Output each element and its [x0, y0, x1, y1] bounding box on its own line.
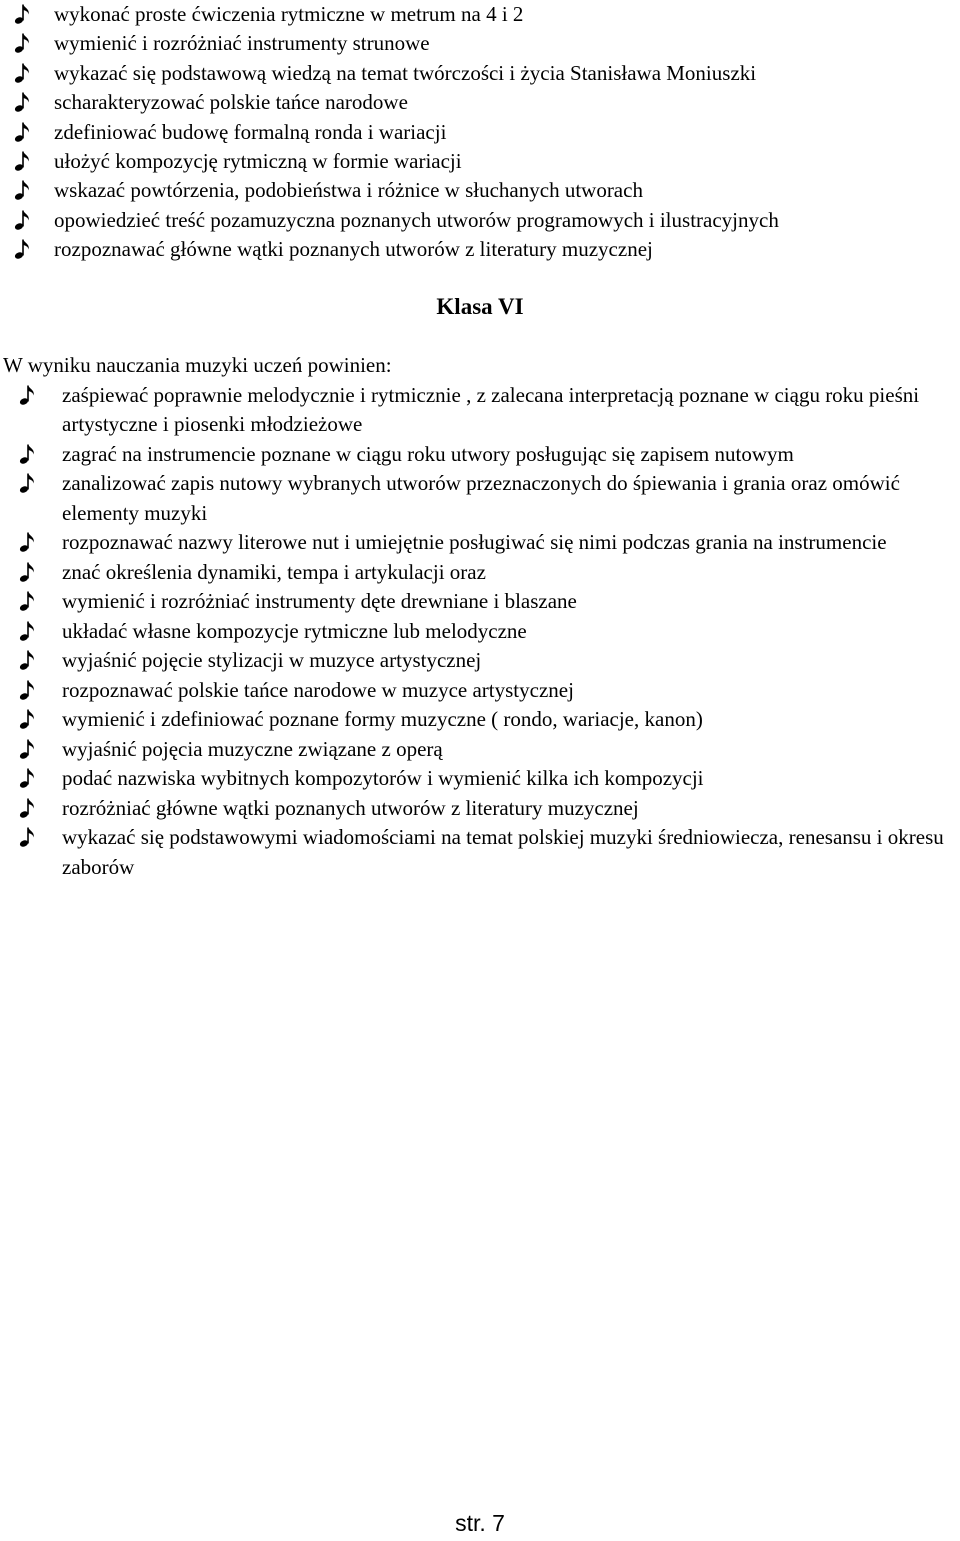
eighth-note-icon	[19, 649, 37, 671]
list-item-text: rozpoznawać główne wątki poznanych utworów z literatury muzycznej	[54, 237, 653, 262]
objective-item	[0, 705, 960, 735]
objective-item	[0, 823, 960, 882]
eighth-note-icon	[14, 150, 32, 172]
intro-text: W wyniku nauczania muzyki uczeń powinien:	[3, 353, 392, 377]
list-item-text: wyjaśnić pojęcie stylizacji w muzyce artystycznej	[62, 648, 482, 672]
eighth-note-icon	[14, 62, 32, 84]
objective-item	[0, 676, 960, 706]
objective-item	[0, 29, 960, 58]
eighth-note-icon	[19, 531, 37, 553]
objective-item	[0, 794, 960, 824]
list-item-text: układać własne kompozycje rytmiczne lub melodyczne	[62, 618, 527, 643]
objective-item	[0, 764, 960, 794]
list-item-text: opowiedzieć treść pozamuzyczna poznanych utworów programowych i ilustracyjnych	[54, 207, 779, 232]
list-item-text: zagrać na instrumencie poznane w ciągu roku utwory posługując się zapisem nutowym	[62, 441, 794, 466]
klasa-vi-objectives-list	[0, 381, 960, 883]
page-number: str. 7	[455, 1510, 505, 1536]
list-item-text: wyjaśnić pojęcia muzyczne związane z operą	[62, 736, 443, 761]
section-heading: Klasa VI	[436, 294, 524, 319]
list-item-text: ułożyć kompozycję rytmiczną w formie wariacji	[54, 149, 462, 174]
eighth-note-icon	[14, 121, 32, 143]
objective-item	[0, 147, 960, 176]
objective-item	[0, 88, 960, 117]
objective-item	[0, 469, 960, 528]
list-item-text: rozpoznawać polskie tańce narodowe w muzyce artystycznej	[62, 677, 574, 702]
eighth-note-icon	[14, 209, 32, 231]
list-item-text: wymienić i rozróżniać instrumenty strunowe	[54, 31, 430, 56]
list-item-text: wykazać się podstawowymi wiadomościami na temat polskiej muzyki średniowiecza, renesansu i okresu zaborów	[62, 825, 944, 879]
eighth-note-icon	[19, 708, 37, 730]
list-item-text: podać nazwiska wybitnych kompozytorów i wymienić kilka ich kompozycji	[62, 766, 704, 790]
eighth-note-icon	[14, 238, 32, 260]
eighth-note-icon	[14, 32, 32, 54]
list-item-text: rozróżniać główne wątki poznanych utworów z literatury muzycznej	[62, 795, 639, 820]
top-objectives-list	[0, 0, 960, 265]
eighth-note-icon	[14, 91, 32, 113]
objective-item	[0, 617, 960, 647]
objective-item	[0, 440, 960, 470]
list-item-text: wykonać proste ćwiczenia rytmiczne w metrum na 4 i 2	[54, 2, 524, 26]
list-item-text: znać określenia dynamiki, tempa i artykulacji oraz	[62, 559, 486, 584]
objective-item	[0, 206, 960, 235]
eighth-note-icon	[19, 826, 37, 848]
list-item-text: rozpoznawać nazwy literowe nut i umiejętnie posługiwać się nimi podczas grania na instrumencie	[62, 530, 887, 554]
list-item-text: zaśpiewać poprawnie melodycznie i rytmicznie , z zalecana interpretacją poznane w ciągu roku pieśni artystyczne i piosenki młodzieżowe	[62, 382, 920, 436]
list-item-text: wymienić i rozróżniać instrumenty dęte drewniane i blaszane	[62, 589, 577, 613]
eighth-note-icon	[19, 472, 37, 494]
eighth-note-icon	[19, 620, 37, 642]
list-item-text: wykazać się podstawową wiedzą na temat twórczości i życia Stanisława Moniuszki	[54, 60, 757, 85]
eighth-note-icon	[14, 3, 32, 25]
objective-item	[0, 587, 960, 617]
objective-item	[0, 558, 960, 588]
eighth-note-icon	[19, 797, 37, 819]
eighth-note-icon	[19, 767, 37, 789]
objective-item	[0, 118, 960, 147]
objective-item	[0, 235, 960, 264]
list-item-text: wymienić i zdefiniować poznane formy muzyczne ( rondo, wariacje, kanon)	[62, 707, 703, 731]
eighth-note-icon	[14, 179, 32, 201]
objective-item	[0, 528, 960, 558]
list-item-text: scharakteryzować polskie tańce narodowe	[54, 90, 408, 115]
eighth-note-icon	[19, 679, 37, 701]
objective-item	[0, 381, 960, 440]
objective-item	[0, 735, 960, 765]
objective-item	[0, 0, 960, 29]
eighth-note-icon	[19, 384, 37, 406]
eighth-note-icon	[19, 738, 37, 760]
list-item-text: zdefiniować budowę formalną ronda i wariacji	[54, 119, 447, 144]
list-item-text: zanalizować zapis nutowy wybranych utworów przeznaczonych do śpiewania i grania oraz omówić elementy muzyki	[62, 471, 900, 525]
list-item-text: wskazać powtórzenia, podobieństwa i różnice w słuchanych utworach	[54, 178, 643, 203]
objective-item	[0, 646, 960, 676]
eighth-note-icon	[19, 590, 37, 612]
eighth-note-icon	[19, 561, 37, 583]
eighth-note-icon	[19, 443, 37, 465]
objective-item	[0, 59, 960, 88]
objective-item	[0, 176, 960, 205]
